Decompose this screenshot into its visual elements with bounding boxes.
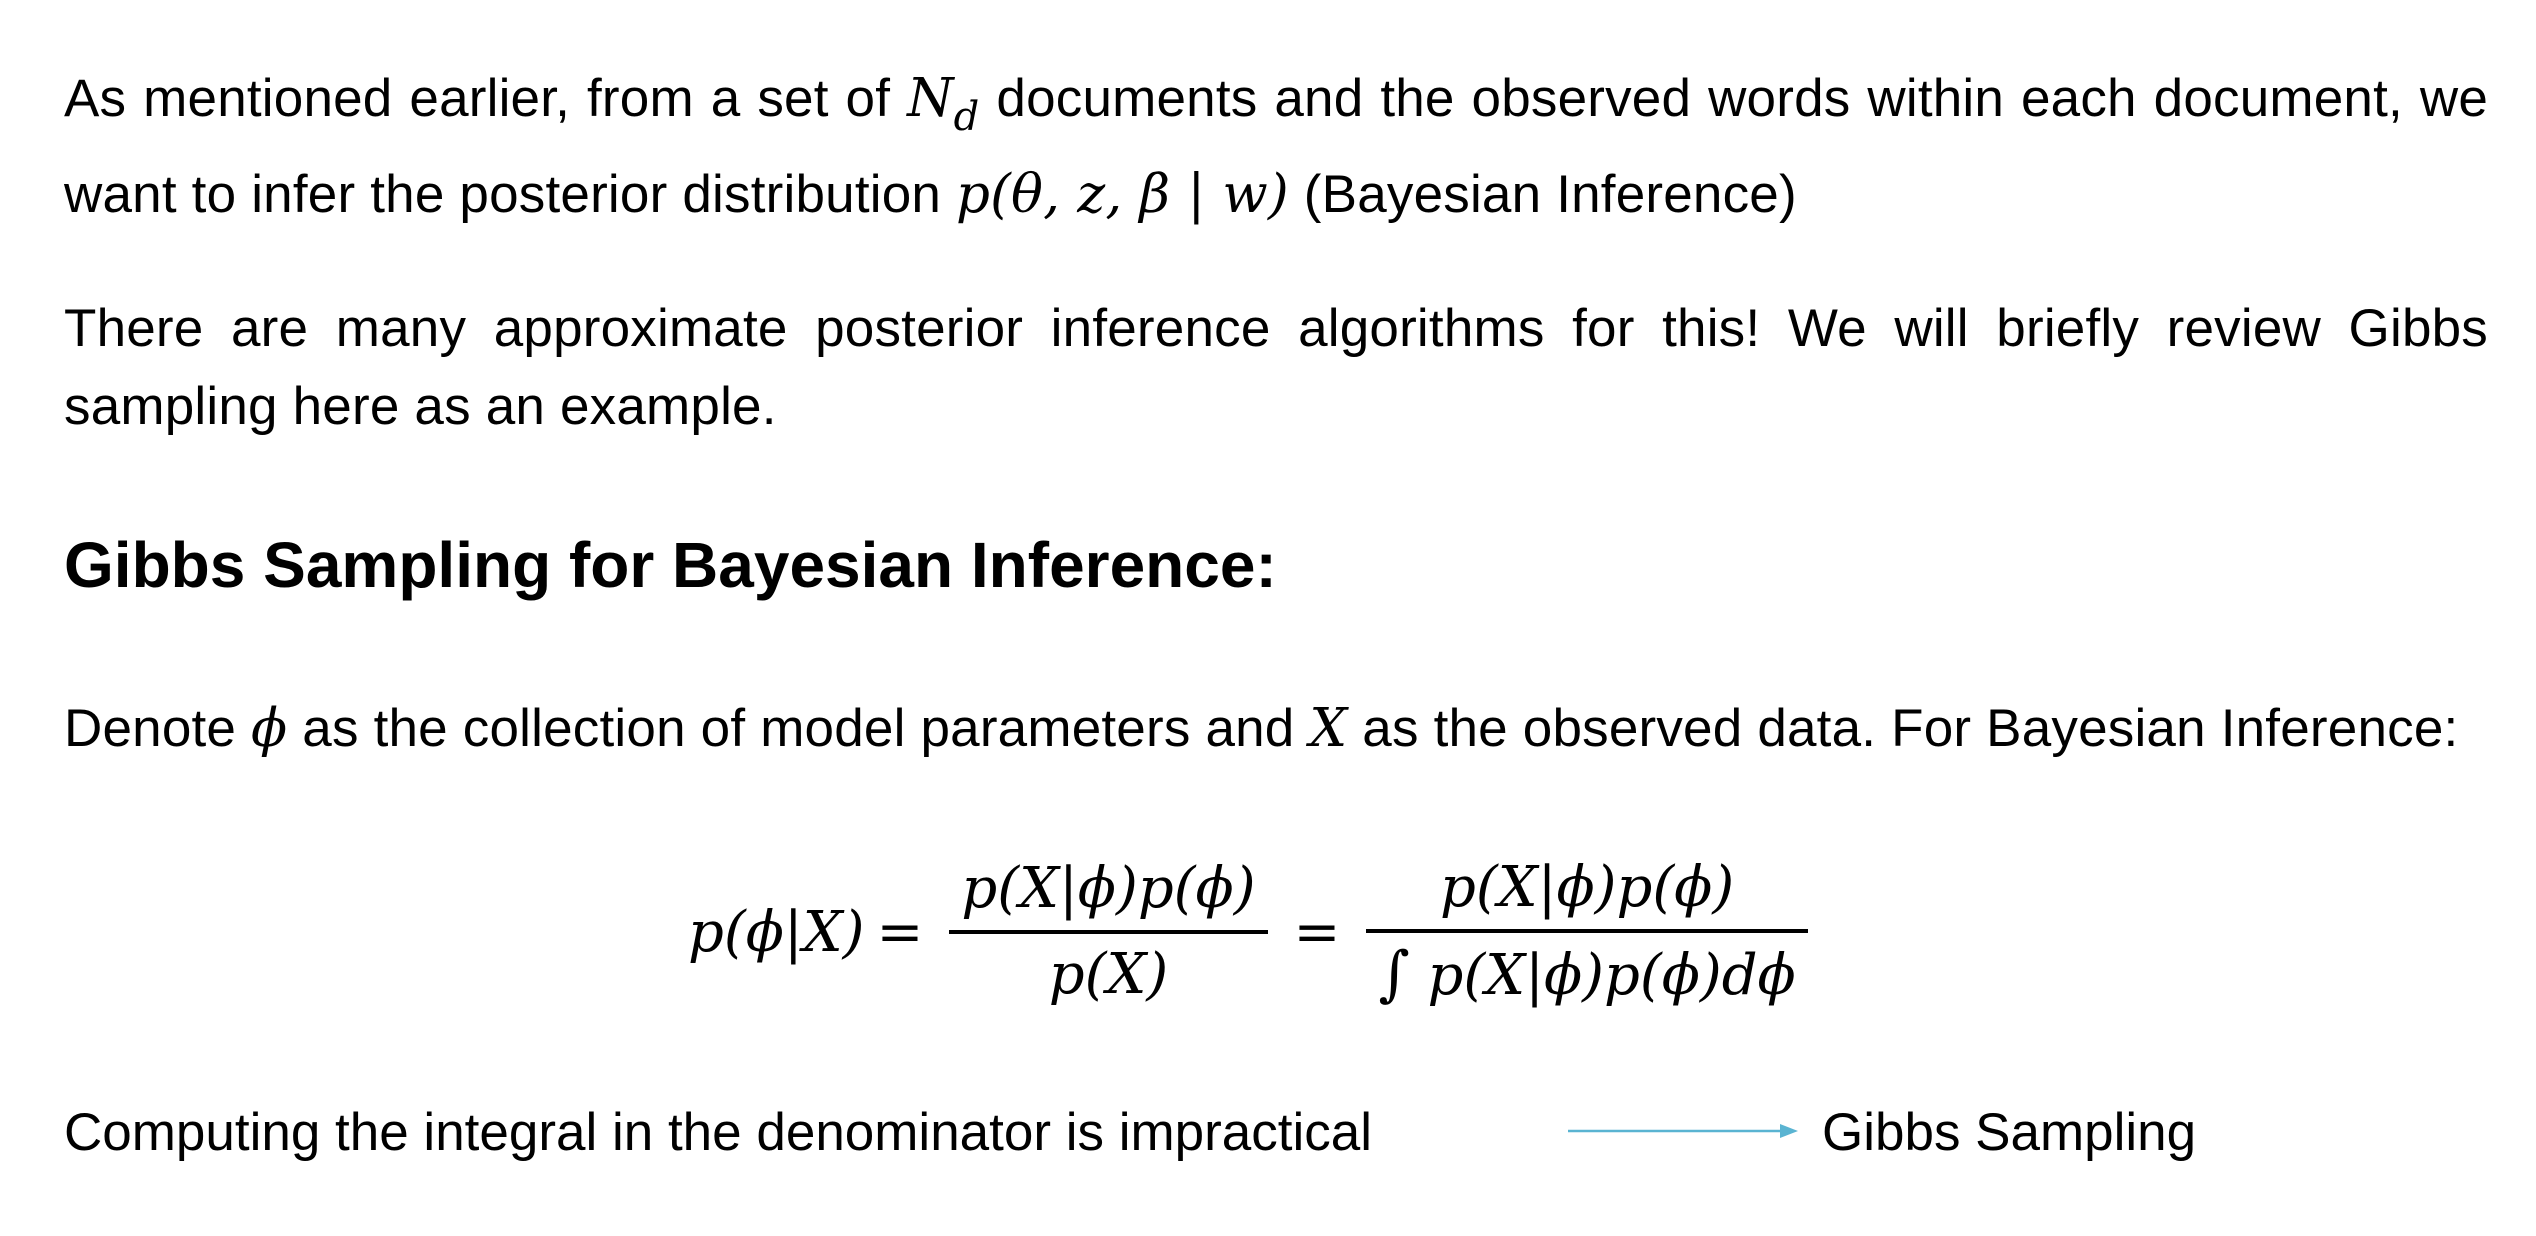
fraction-1-numerator: p(X|ϕ)p(ϕ) [961,856,1256,921]
fraction-2-bar [1366,929,1807,933]
formula-equals-1: = [876,899,924,965]
arrow-head [1780,1124,1798,1138]
arrow-svg [1568,1116,1800,1146]
x-symbol: X [1309,698,1348,759]
bayes-formula [688,842,1822,1022]
phi-symbol: ϕ [251,698,288,759]
intro-text-middle: documents and the observed words within each document, we want to infer the posterior distribution [64,69,2488,224]
formula-equals-2: = [1293,899,1341,965]
intro-paragraph [64,60,2488,234]
notation-paragraph [64,690,2488,768]
fraction-bayes-rule [949,854,1267,1010]
notation-text-middle: as the collection of model parameters and [287,699,1310,758]
algorithms-paragraph: There are many approximate posterior inference algorithms for this! We will briefly review Gibbs sampling here as an example. [64,299,2488,436]
fraction-integral-form [1366,853,1807,1011]
nd-symbol: $N_d$ [907,68,980,140]
formula-lhs: p(ϕ|X) [688,899,865,965]
notation-text-start: Denote [64,699,252,758]
fraction-1-bar [949,930,1267,934]
gibbs-sampling-label: Gibbs Sampling [1822,1103,2197,1162]
fraction-2-numerator: p(X|ϕ)p(ϕ) [1440,855,1735,920]
fraction-1-denominator: p(X) [1048,942,1169,1007]
conclusion-text: Computing the integral in the denominator is impractical [64,1103,1372,1162]
intro-text-start: As mentioned earlier, from a set of [64,69,908,128]
integral-sign: ∫ [1378,939,1410,1009]
notation-text-end: as the observed data. For Bayesian Inference: [1347,699,2459,758]
integrand: p(X|ϕ)p(ϕ)dϕ [1427,943,1796,1008]
right-arrow-icon [1568,1116,1800,1146]
fraction-2-denominator [1366,939,1807,1011]
posterior-expression: p(θ, z, β | w) [956,164,1289,225]
intro-text-end: (Bayesian Inference) [1288,165,1797,224]
section-heading: Gibbs Sampling for Bayesian Inference: [64,529,1277,601]
